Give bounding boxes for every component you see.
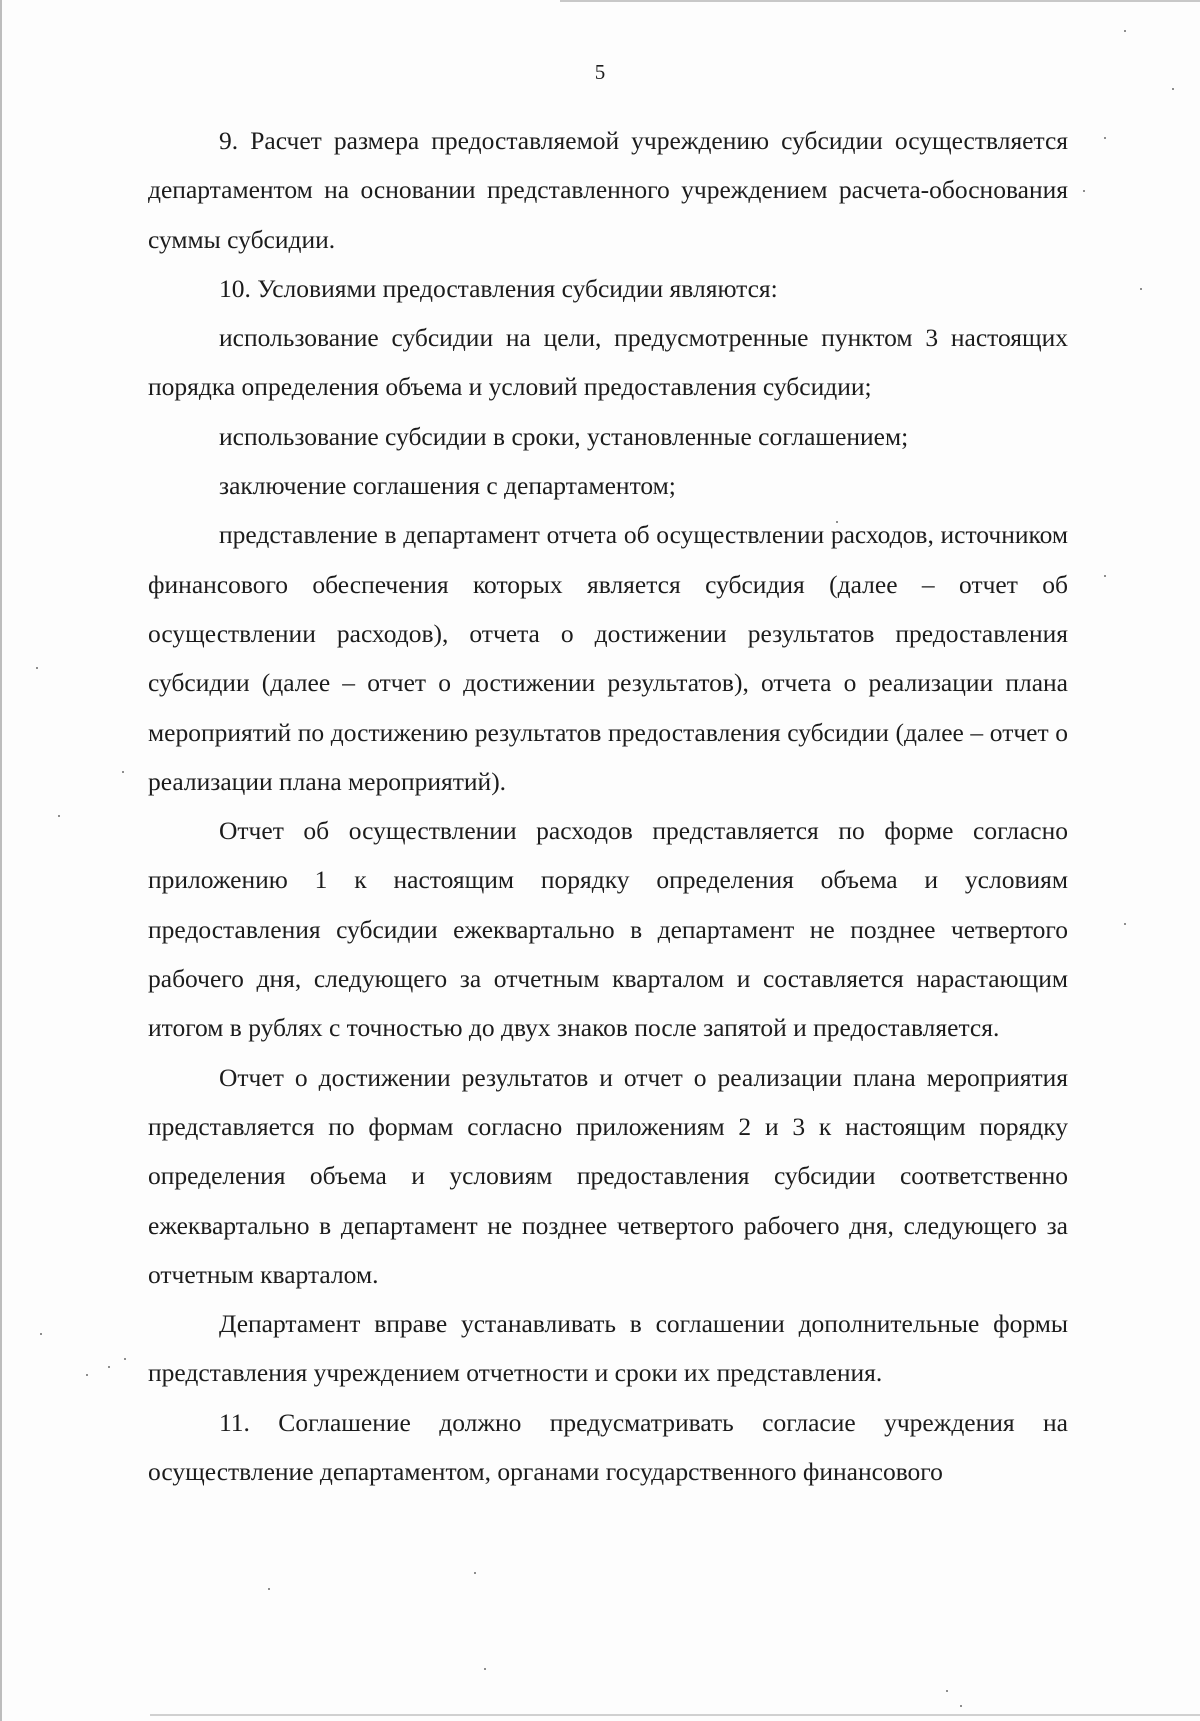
scan-speck <box>268 1588 270 1590</box>
scan-speck <box>122 771 124 773</box>
scan-speck <box>40 1333 42 1335</box>
paragraph-item-10: 10. Условиями предоставления субсидии являются: <box>219 273 778 303</box>
scan-speck <box>108 1366 110 1368</box>
scan-speck <box>1083 190 1085 192</box>
scan-speck <box>124 1358 126 1360</box>
paragraph-condition-agreement: заключение соглашения с департаментом; <box>219 471 676 501</box>
scan-speck <box>1140 288 1142 290</box>
scan-speck <box>1172 88 1174 90</box>
scan-speck <box>484 1668 486 1670</box>
scan-speck <box>36 667 38 669</box>
scan-speck <box>1124 30 1126 32</box>
scan-speck <box>474 1572 476 1574</box>
paragraph-additional-forms: Департамент вправе устанавливать в соглашении дополнительные формы представления учреждением отчетности и сроки их представления. <box>148 1309 1068 1388</box>
scan-speck <box>1124 923 1126 925</box>
paragraph-item-11: 11. Соглашение должно предусматривать согласие учреждения на осуществление департаментом, органами государственного финансового <box>148 1407 1068 1487</box>
paragraph-item-9: 9. Расчет размера предоставляемой учреждению субсидии осуществляется департаментом на основании представленного учреждением расчета-обоснования суммы субсидии. <box>148 126 1068 254</box>
scan-speck <box>960 1705 962 1707</box>
scan-speck <box>86 1374 88 1376</box>
scan-edge-bottom <box>150 1714 1200 1716</box>
scan-edge-left <box>0 0 2 1721</box>
paragraph-expense-report: Отчет об осуществлении расходов представляется по форме согласно приложению 1 к настоящим порядку определения объема и условиям предоставления субсидии ежеквартально в департамент не позднее четвертого рабочего дня, следующего за отчетным кварталом и составляется нарастающим итогом в рублях с точностью до двух знаков после запятой и предоставляется. <box>148 816 1068 1043</box>
scan-speck <box>946 1690 948 1692</box>
paragraph-condition-deadlines: использование субсидии в сроки, установленные соглашением; <box>219 421 909 451</box>
paragraph-condition-purpose: использование субсидии на цели, предусмотренные пунктом 3 настоящих порядка определения объема и условий предоставления субсидии; <box>148 323 1068 402</box>
scan-speck <box>1104 575 1106 577</box>
paragraph-results-report: Отчет о достижении результатов и отчет о реализации плана мероприятия представляется по формам согласно приложениям 2 и 3 к настоящим порядку определения объема и условиям предоставления субсидии соответственно ежеквартально в департамент не позднее четвертого рабочего дня, следующего за отчетным кварталом. <box>148 1062 1068 1289</box>
document-body <box>148 116 1068 1496</box>
scan-speck <box>1104 137 1106 139</box>
scan-speck <box>58 815 60 817</box>
paragraph-condition-reports: представление в департамент отчета об осуществлении расходов, источником финансового обеспечения которых является субсидия (далее – отчет об осуществлении расходов), отчета о достижении результатов предоставления субсидии (далее – отчет о достижении результатов), отчета о реализации плана мероприятий по достижению результатов предоставления субсидии (далее – отчет о реализации плана мероприятий). <box>148 520 1068 796</box>
page-number: 5 <box>594 60 606 84</box>
scan-edge-top <box>560 0 1200 2</box>
